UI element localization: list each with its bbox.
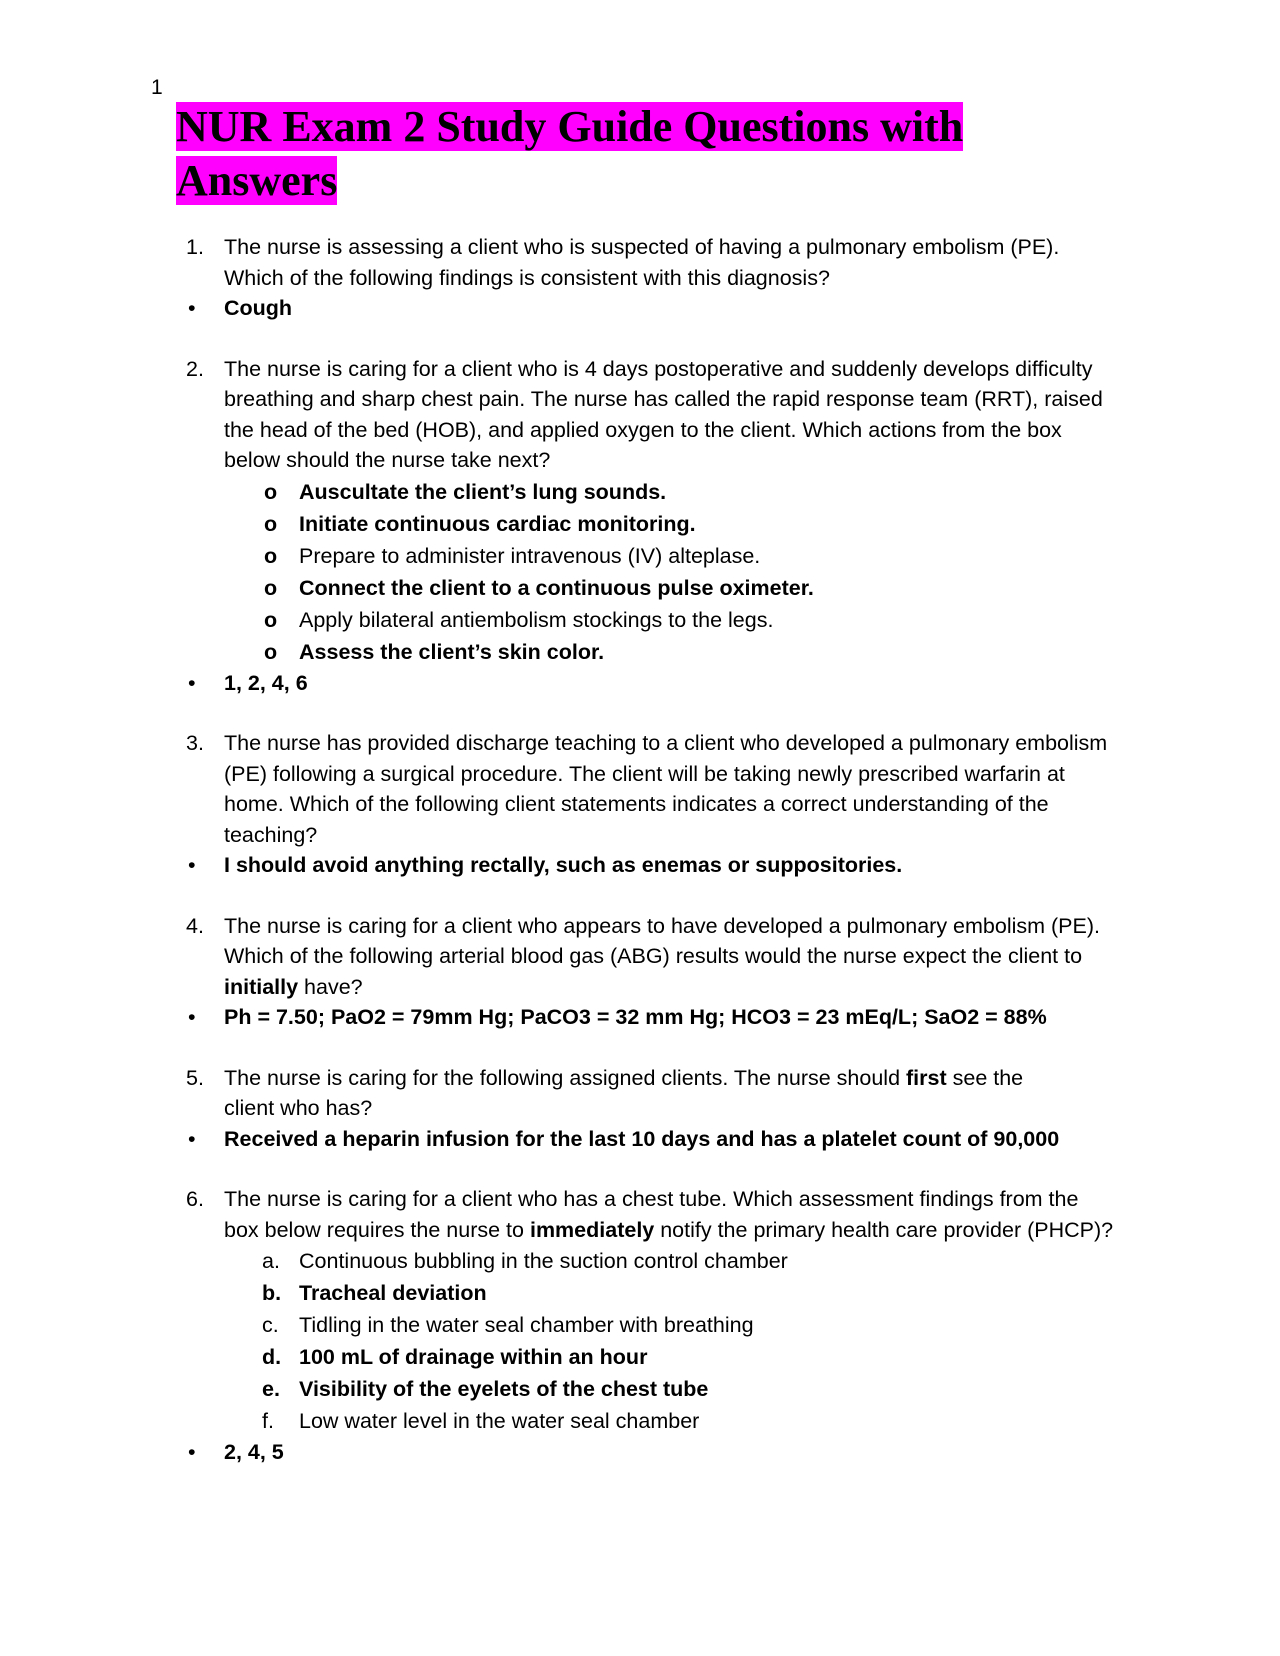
answer-5 bbox=[176, 1124, 1116, 1155]
answer-4 bbox=[176, 1002, 1116, 1033]
document-title bbox=[176, 100, 1016, 208]
bullet-icon: • bbox=[188, 1440, 196, 1464]
question-text: The nurse is caring for the following assigned clients. The nurse should bbox=[224, 1065, 907, 1090]
option-letter: f. bbox=[262, 1409, 274, 1433]
answer-3 bbox=[176, 850, 1116, 881]
question-number: 2. bbox=[186, 356, 204, 381]
question-text: The nurse is caring for a client who appears to have developed a pulmonary embolism (PE). Which of the following arterial blood gas (ABG) results would the nurse expect the client to bbox=[224, 913, 1100, 968]
bullet-icon: • bbox=[188, 1126, 196, 1151]
question-3 bbox=[176, 728, 1116, 850]
answer-text: 1, 2, 4, 6 bbox=[224, 670, 308, 695]
option-item bbox=[176, 540, 1116, 572]
option-letter: d. bbox=[262, 1345, 282, 1369]
bullet-icon: • bbox=[188, 670, 196, 695]
question-number: 5. bbox=[186, 1065, 204, 1090]
circle-bullet-icon: o bbox=[264, 639, 278, 664]
question-emphasis: immediately bbox=[529, 1217, 655, 1242]
option-item bbox=[176, 508, 1116, 540]
question-emphasis: initially bbox=[224, 974, 299, 999]
circle-bullet-icon: o bbox=[264, 575, 278, 600]
bullet-icon: • bbox=[188, 853, 196, 877]
option-letter: e. bbox=[262, 1377, 280, 1401]
bullet-icon: • bbox=[188, 296, 196, 320]
page-number: 1 bbox=[151, 76, 163, 99]
option-letter: c. bbox=[262, 1313, 279, 1337]
bullet-icon: • bbox=[188, 1005, 196, 1029]
circle-bullet-icon: o bbox=[264, 511, 278, 536]
option-item bbox=[176, 1309, 1116, 1341]
option-item bbox=[176, 636, 1116, 668]
answer-text: I should avoid anything rectally, such as enemas or suppositories. bbox=[224, 853, 903, 877]
question-6-options bbox=[176, 1245, 1116, 1437]
question-text: The nurse is assessing a client who is suspected of having a pulmonary embolism (PE). Which of the following findings is consistent with this diagnosis? bbox=[224, 235, 1060, 290]
answer-text: Cough bbox=[224, 296, 293, 320]
answer-text: 2, 4, 5 bbox=[224, 1440, 284, 1464]
question-number: 6. bbox=[186, 1187, 204, 1211]
option-text: Tracheal deviation bbox=[299, 1281, 487, 1305]
question-6 bbox=[176, 1184, 1116, 1245]
question-number: 1. bbox=[186, 235, 204, 259]
question-1 bbox=[176, 232, 1116, 293]
question-text-end: notify the primary health care provider (PHCP)? bbox=[654, 1217, 1114, 1242]
circle-bullet-icon: o bbox=[264, 479, 278, 504]
option-text: Initiate continuous cardiac monitoring. bbox=[299, 511, 696, 536]
question-2-options bbox=[176, 476, 1116, 668]
answer-text: Received a heparin infusion for the last 10 days and has a platelet count of 90,000 bbox=[224, 1126, 1060, 1151]
question-4 bbox=[176, 911, 1116, 1003]
option-text: Low water level in the water seal chamber bbox=[299, 1409, 700, 1433]
answer-text: Ph = 7.50; PaO2 = 79mm Hg; PaCO3 = 32 mm Hg; HCO3 = 23 mEq/L; SaO2 = 88% bbox=[224, 1005, 1047, 1029]
option-text: Prepare to administer intravenous (IV) alteplase. bbox=[299, 543, 761, 568]
option-item bbox=[176, 1277, 1116, 1309]
question-emphasis: first bbox=[906, 1065, 947, 1090]
option-text: Auscultate the client’s lung sounds. bbox=[299, 479, 667, 504]
circle-bullet-icon: o bbox=[264, 607, 278, 632]
option-text: Connect the client to a continuous pulse oximeter. bbox=[299, 575, 814, 600]
answer-2 bbox=[176, 668, 1116, 699]
question-number: 3. bbox=[186, 731, 204, 755]
option-text: Visibility of the eyelets of the chest tube bbox=[299, 1377, 709, 1401]
question-2 bbox=[176, 354, 1116, 476]
title-line-1: NUR Exam 2 Study Guide Questions with bbox=[176, 102, 964, 151]
question-text: The nurse is caring for a client who is 4 days postoperative and suddenly develops difficulty breathing and sharp chest pain. The nurse has called the rapid response team (RRT), raised the head of the bed (HOB), and applied oxygen to the client. Which actions from the box below should the nurse take next? bbox=[224, 356, 1103, 472]
option-text: Apply bilateral antiembolism stockings to the legs. bbox=[299, 607, 774, 632]
option-item bbox=[176, 572, 1116, 604]
answer-1 bbox=[176, 293, 1116, 324]
option-text: Assess the client’s skin color. bbox=[299, 639, 605, 664]
title-line-2: Answers bbox=[176, 156, 338, 205]
answer-6 bbox=[176, 1437, 1116, 1468]
question-number: 4. bbox=[186, 913, 204, 938]
question-text-end: see the client who has? bbox=[224, 1065, 1024, 1120]
circle-bullet-icon: o bbox=[264, 543, 278, 568]
question-text: The nurse has provided discharge teaching to a client who developed a pulmonary embolism (PE) following a surgical procedure. The client will be taking newly prescribed warfarin at home. Which of the following client statements indicates a correct understanding of the teaching? bbox=[224, 731, 1108, 847]
question-text-end: have? bbox=[298, 974, 363, 999]
option-item bbox=[176, 604, 1116, 636]
question-list bbox=[176, 232, 1116, 1468]
option-item bbox=[176, 1405, 1116, 1437]
option-text: Continuous bubbling in the suction control chamber bbox=[299, 1249, 788, 1273]
option-text: Tidling in the water seal chamber with breathing bbox=[299, 1313, 754, 1337]
option-item bbox=[176, 1245, 1116, 1277]
option-item bbox=[176, 1341, 1116, 1373]
option-item bbox=[176, 1373, 1116, 1405]
option-letter: b. bbox=[262, 1281, 282, 1305]
question-text: The nurse is caring for a client who has a chest tube. Which assessment findings from the box below requires the nurse to bbox=[224, 1187, 1079, 1242]
option-letter: a. bbox=[262, 1249, 280, 1273]
option-item bbox=[176, 476, 1116, 508]
option-text: 100 mL of drainage within an hour bbox=[299, 1345, 648, 1369]
question-5 bbox=[176, 1063, 1116, 1124]
